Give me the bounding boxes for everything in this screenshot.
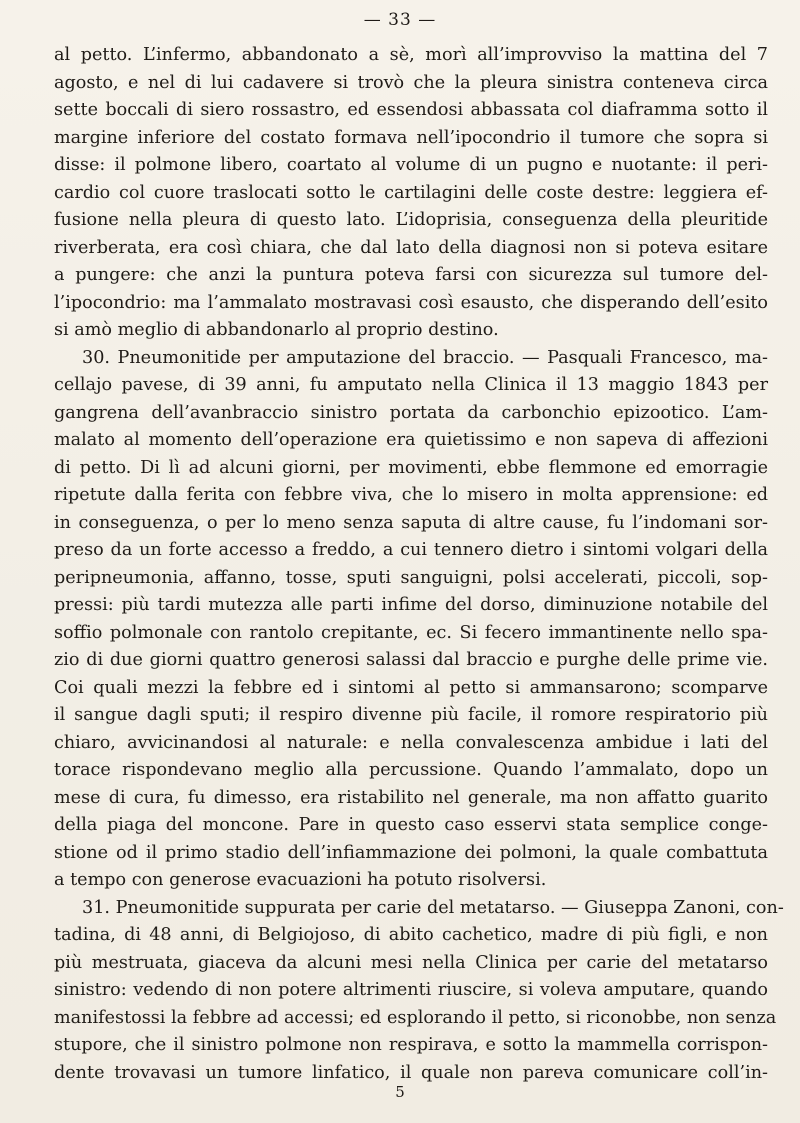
text-line: dente trovavasi un tumore linfatico, il quale non pareva comunicare coll’in- [54, 1062, 768, 1083]
text-line: zio di due giorni quattro generosi salassi dal braccio e purghe delle prime vie. [54, 650, 768, 670]
text-line: agosto, e nel di lui cadavere si trovò che la pleura sinistra conteneva circa [54, 72, 768, 93]
text-line: sette boccali di siero rossastro, ed essendosi abbassata col diaframma sotto il [54, 100, 768, 120]
text-line: ripetute dalla ferita con febbre viva, che lo misero in molta apprensione: ed [54, 485, 768, 505]
text-line: chiaro, avvicinandosi al naturale: e nella convalescenza ambidue i lati del [54, 732, 768, 753]
text-line: Coi quali mezzi la febbre ed i sintomi al petto si ammansarono; scomparve [54, 677, 768, 698]
text-line: preso da un forte accesso a freddo, a cui tennero dietro i sintomi volgari della [54, 540, 768, 560]
text-line: manifestossi la febbre ad accessi; ed esplorando il petto, si riconobbe, non senza [54, 1007, 777, 1028]
text-line: gangrena dell’avanbraccio sinistro portata da carbonchio epizootico. L’am- [54, 402, 768, 423]
text-line: cellajo pavese, di 39 anni, fu amputato nella Clinica il 13 maggio 1843 per [54, 375, 768, 395]
text-line: riverberata, era così chiara, che dal lato della diagnosi non si poteva esitare [54, 237, 768, 258]
text-line: mese di cura, fu dimesso, era ristabilito nel generale, ma non affatto guarito [54, 787, 768, 808]
text-line: stione od il primo stadio dell’infiammazione dei polmoni, la quale combattuta [54, 842, 768, 863]
text-line: si amò meglio di abbandonarlo al proprio destino. [54, 320, 499, 340]
text-line: a tempo con generose evacuazioni ha potuto risolversi. [54, 870, 547, 890]
text-line: peripneumonia, affanno, tosse, sputi sanguigni, polsi accelerati, piccoli, sop- [54, 567, 768, 588]
text-line: l’ipocondrio: ma l’ammalato mostravasi così esausto, che disperando dell’esito [54, 292, 768, 313]
text-line: in conseguenza, o per lo meno senza saputa di altre cause, fu l’indomani sor- [54, 512, 768, 533]
section-30-first-line: 30. Pneumonitide per amputazione del braccio. — Pasquali Francesco, ma- [82, 347, 768, 368]
text-line: pressi: più tardi mutezza alle parti infime del dorso, diminuzione notabile del [54, 595, 768, 615]
text-line: al petto. L’infermo, abbandonato a sè, morì all’improvviso la mattina del 7 [54, 45, 768, 65]
text-line: tadina, di 48 anni, di Belgiojoso, di abito cachetico, madre di più figli, e non [54, 925, 768, 945]
body-text [54, 42, 784, 1087]
signature-mark: 5 [395, 1083, 405, 1101]
section-31-first-line: 31. Pneumonitide suppurata per carie del metatarso. — Giuseppa Zanoni, con- [82, 897, 784, 918]
text-line: sinistro: vedendo di non potere altrimenti riuscire, si voleva amputare, quando [54, 980, 768, 1000]
text-line: fusione nella pleura di questo lato. L’idoprisia, conseguenza della pleuritide [54, 210, 768, 230]
text-line: torace rispondevano meglio alla percussione. Quando l’ammalato, dopo un [54, 760, 768, 780]
text-line: malato al momento dell’operazione era quietissimo e non sapeva di affezioni [54, 430, 768, 450]
text-line: a pungere: che anzi la puntura poteva farsi con sicurezza sul tumore del- [54, 265, 768, 285]
text-line: margine inferiore del costato formava nell’ipocondrio il tumore che sopra si [54, 127, 768, 148]
text-line: il sangue dagli sputi; il respiro divenne più facile, il romore respiratorio più [54, 705, 768, 725]
text-line: di petto. Di lì ad alcuni giorni, per movimenti, ebbe flemmone ed emorragie [54, 457, 768, 478]
text-line: della piaga del moncone. Pare in questo caso esservi stata semplice conge- [54, 815, 768, 835]
text-line: cardio col cuore traslocati sotto le cartilagini delle coste destre: leggiera ef- [54, 182, 768, 203]
text-line: disse: il polmone libero, coartato al volume di un pugno e nuotante: il peri- [54, 155, 768, 175]
text-line: soffio polmonale con rantolo crepitante, ec. Si fecero immantinente nello spa- [54, 622, 768, 643]
text-line: stupore, che il sinistro polmone non respirava, e sotto la mammella corrispon- [54, 1035, 768, 1055]
page-number-header: — 33 — [363, 10, 437, 30]
text-line: più mestruata, giaceva da alcuni mesi nella Clinica per carie del metatarso [54, 952, 768, 973]
